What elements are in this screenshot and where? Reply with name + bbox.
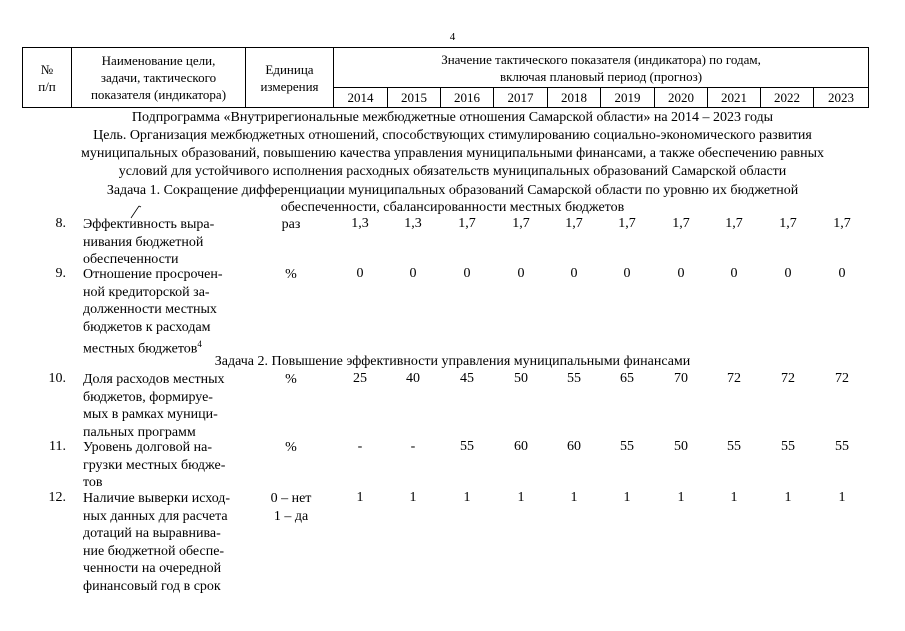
indicator-name-last-line: [83, 336, 246, 358]
value-2020: 1: [677, 490, 685, 505]
value-2014: 25: [353, 371, 367, 386]
year-2017: 2017: [494, 88, 548, 108]
year-2015: 2015: [388, 88, 441, 108]
value-2015: 1,3: [404, 216, 422, 231]
indicator-name-line: Доля расходов местных: [83, 372, 225, 387]
value-2018: 1: [570, 490, 578, 505]
value-2018: 55: [567, 371, 581, 386]
unit-line: раз: [281, 217, 301, 232]
value-2023: 0: [838, 266, 846, 281]
value-2020: 1,7: [672, 216, 690, 231]
value-2022: 55: [781, 439, 795, 454]
value-2021: 1: [730, 490, 738, 505]
unit-of-measure: [260, 490, 322, 525]
value-2019: 0: [623, 266, 631, 281]
indicator-name-line: Эффективность выра-: [83, 217, 215, 232]
value-2015: -: [410, 439, 416, 454]
unit-line: %: [285, 267, 297, 282]
value-2021: 1,7: [725, 216, 743, 231]
indicator-name: [83, 266, 246, 358]
value-2015: 0: [409, 266, 417, 281]
value-2023: 72: [835, 371, 849, 386]
header-table: [22, 47, 869, 108]
value-2016: 1,7: [458, 216, 476, 231]
unit-line: %: [285, 372, 297, 387]
unit-line: 1 – да: [273, 508, 309, 524]
indicator-name-line: Уровень долговой на-: [83, 440, 212, 455]
value-2018: 0: [570, 266, 578, 281]
indicator-name-line: обеспеченности: [83, 252, 179, 267]
year-2022: 2022: [761, 88, 814, 108]
value-2017: 1: [517, 490, 525, 505]
task-2-title: Задача 2. Повышение эффективности управления муниципальными финансами: [214, 354, 691, 369]
indicator-name: [83, 439, 246, 492]
value-2019: 65: [620, 371, 634, 386]
value-2016: 55: [460, 439, 474, 454]
indicator-name-line: местных бюджетов: [83, 341, 198, 357]
footnote-marker: 4: [197, 339, 202, 349]
task-1-line-2: обеспеченности, сбалансированности местных бюджетов: [280, 200, 625, 215]
indicator-name-line: пальных программ: [83, 424, 196, 440]
value-2023: 55: [835, 439, 849, 454]
unit-line: 0 – нет: [270, 491, 312, 506]
value-2023: 1,7: [833, 216, 851, 231]
value-2016: 45: [460, 371, 474, 386]
unit-of-measure: [260, 371, 322, 389]
value-2017: 1,7: [512, 216, 530, 231]
value-2022: 72: [781, 371, 795, 386]
indicator-name: [83, 371, 246, 441]
year-2023: 2023: [814, 88, 869, 108]
value-2017: 50: [514, 371, 528, 386]
value-2022: 1: [784, 490, 792, 505]
indicator-name-line: долженности местных: [83, 302, 217, 317]
goal-line-3: условий для устойчивого исполнения расходных обязательств муниципальных образований Самарской области: [118, 164, 787, 179]
header-unit: Единица измерения: [246, 48, 334, 108]
row-number: 8.: [55, 216, 66, 231]
indicator-name-line: ной кредиторской за-: [83, 284, 210, 300]
value-2016: 1: [463, 490, 471, 505]
value-2018: 1,7: [565, 216, 583, 231]
indicator-name-line: бюджетов к расходам: [83, 319, 211, 335]
value-2019: 1: [623, 490, 631, 505]
indicator-name-line: тов: [83, 475, 103, 490]
indicator-name-line: бюджетов, формируе-: [83, 389, 213, 405]
indicator-name-line: финансовый год в срок: [83, 578, 221, 594]
value-2017: 60: [514, 439, 528, 454]
value-2020: 50: [674, 439, 688, 454]
header-values: Значение тактического показателя (индикатора) по годам, включая плановый период (прогноз): [334, 48, 869, 88]
indicator-name: [83, 216, 246, 269]
value-2020: 70: [674, 371, 688, 386]
indicator-name-line: ных данных для расчета: [83, 508, 228, 524]
row-number: 9.: [55, 266, 66, 281]
value-2021: 0: [730, 266, 738, 281]
value-2014: -: [357, 439, 363, 454]
year-2021: 2021: [708, 88, 761, 108]
indicator-name-line: Наличие выверки исход-: [83, 491, 231, 506]
header-name: Наименование цели, задачи, тактического показателя (индикатора): [72, 48, 246, 108]
year-2020: 2020: [655, 88, 708, 108]
task-1-line-1: Задача 1. Сокращение дифференциации муниципальных образований Самарской области по уровню их бюджетной: [106, 183, 799, 198]
value-2014: 1: [356, 490, 364, 505]
unit-of-measure: [260, 266, 322, 284]
value-2017: 0: [517, 266, 525, 281]
indicator-name-line: ченности на очередной: [83, 561, 222, 576]
value-2018: 60: [567, 439, 581, 454]
value-2019: 55: [620, 439, 634, 454]
indicator-name-line: Отношение просрочен-: [83, 267, 223, 282]
value-2022: 1,7: [779, 216, 797, 231]
unit-of-measure: [260, 216, 322, 234]
value-2015: 40: [406, 371, 420, 386]
value-2014: 0: [356, 266, 364, 281]
goal-line-2: муниципальных образований, повышению качества управления муниципальными финансами, а также обеспечению равных: [80, 146, 825, 161]
value-2016: 0: [463, 266, 471, 281]
year-2019: 2019: [601, 88, 655, 108]
page-number: 4: [449, 31, 456, 43]
row-number: 12.: [48, 490, 66, 505]
unit-line: %: [285, 440, 297, 455]
row-number: 10.: [48, 371, 66, 386]
unit-of-measure: [260, 439, 322, 457]
header-number: № п/п: [23, 48, 72, 108]
value-2014: 1,3: [351, 216, 369, 231]
value-2015: 1: [409, 490, 417, 505]
indicator-name: [83, 490, 246, 595]
value-2021: 55: [727, 439, 741, 454]
goal-line-1: Цель. Организация межбюджетных отношений, способствующих стимулированию социально-экономического развития: [93, 128, 812, 143]
indicator-name-line: мых в рамках муници-: [83, 407, 218, 422]
value-2020: 0: [677, 266, 685, 281]
indicator-name-line: грузки местных бюдже-: [83, 457, 226, 473]
indicator-name-line: дотаций на выравнива-: [83, 526, 221, 541]
value-2023: 1: [838, 490, 846, 505]
indicator-name-line: ние бюджетной обеспе-: [83, 543, 225, 559]
year-2014: 2014: [334, 88, 388, 108]
value-2021: 72: [727, 371, 741, 386]
value-2019: 1,7: [618, 216, 636, 231]
year-2016: 2016: [441, 88, 494, 108]
subprogram-title: Подпрограмма «Внутрирегиональные межбюджетные отношения Самарской области» на 2014 – 2023 годы: [131, 110, 774, 125]
row-number: 11.: [49, 439, 66, 454]
year-2018: 2018: [548, 88, 601, 108]
value-2022: 0: [784, 266, 792, 281]
indicator-name-line: нивания бюджетной: [83, 234, 204, 250]
